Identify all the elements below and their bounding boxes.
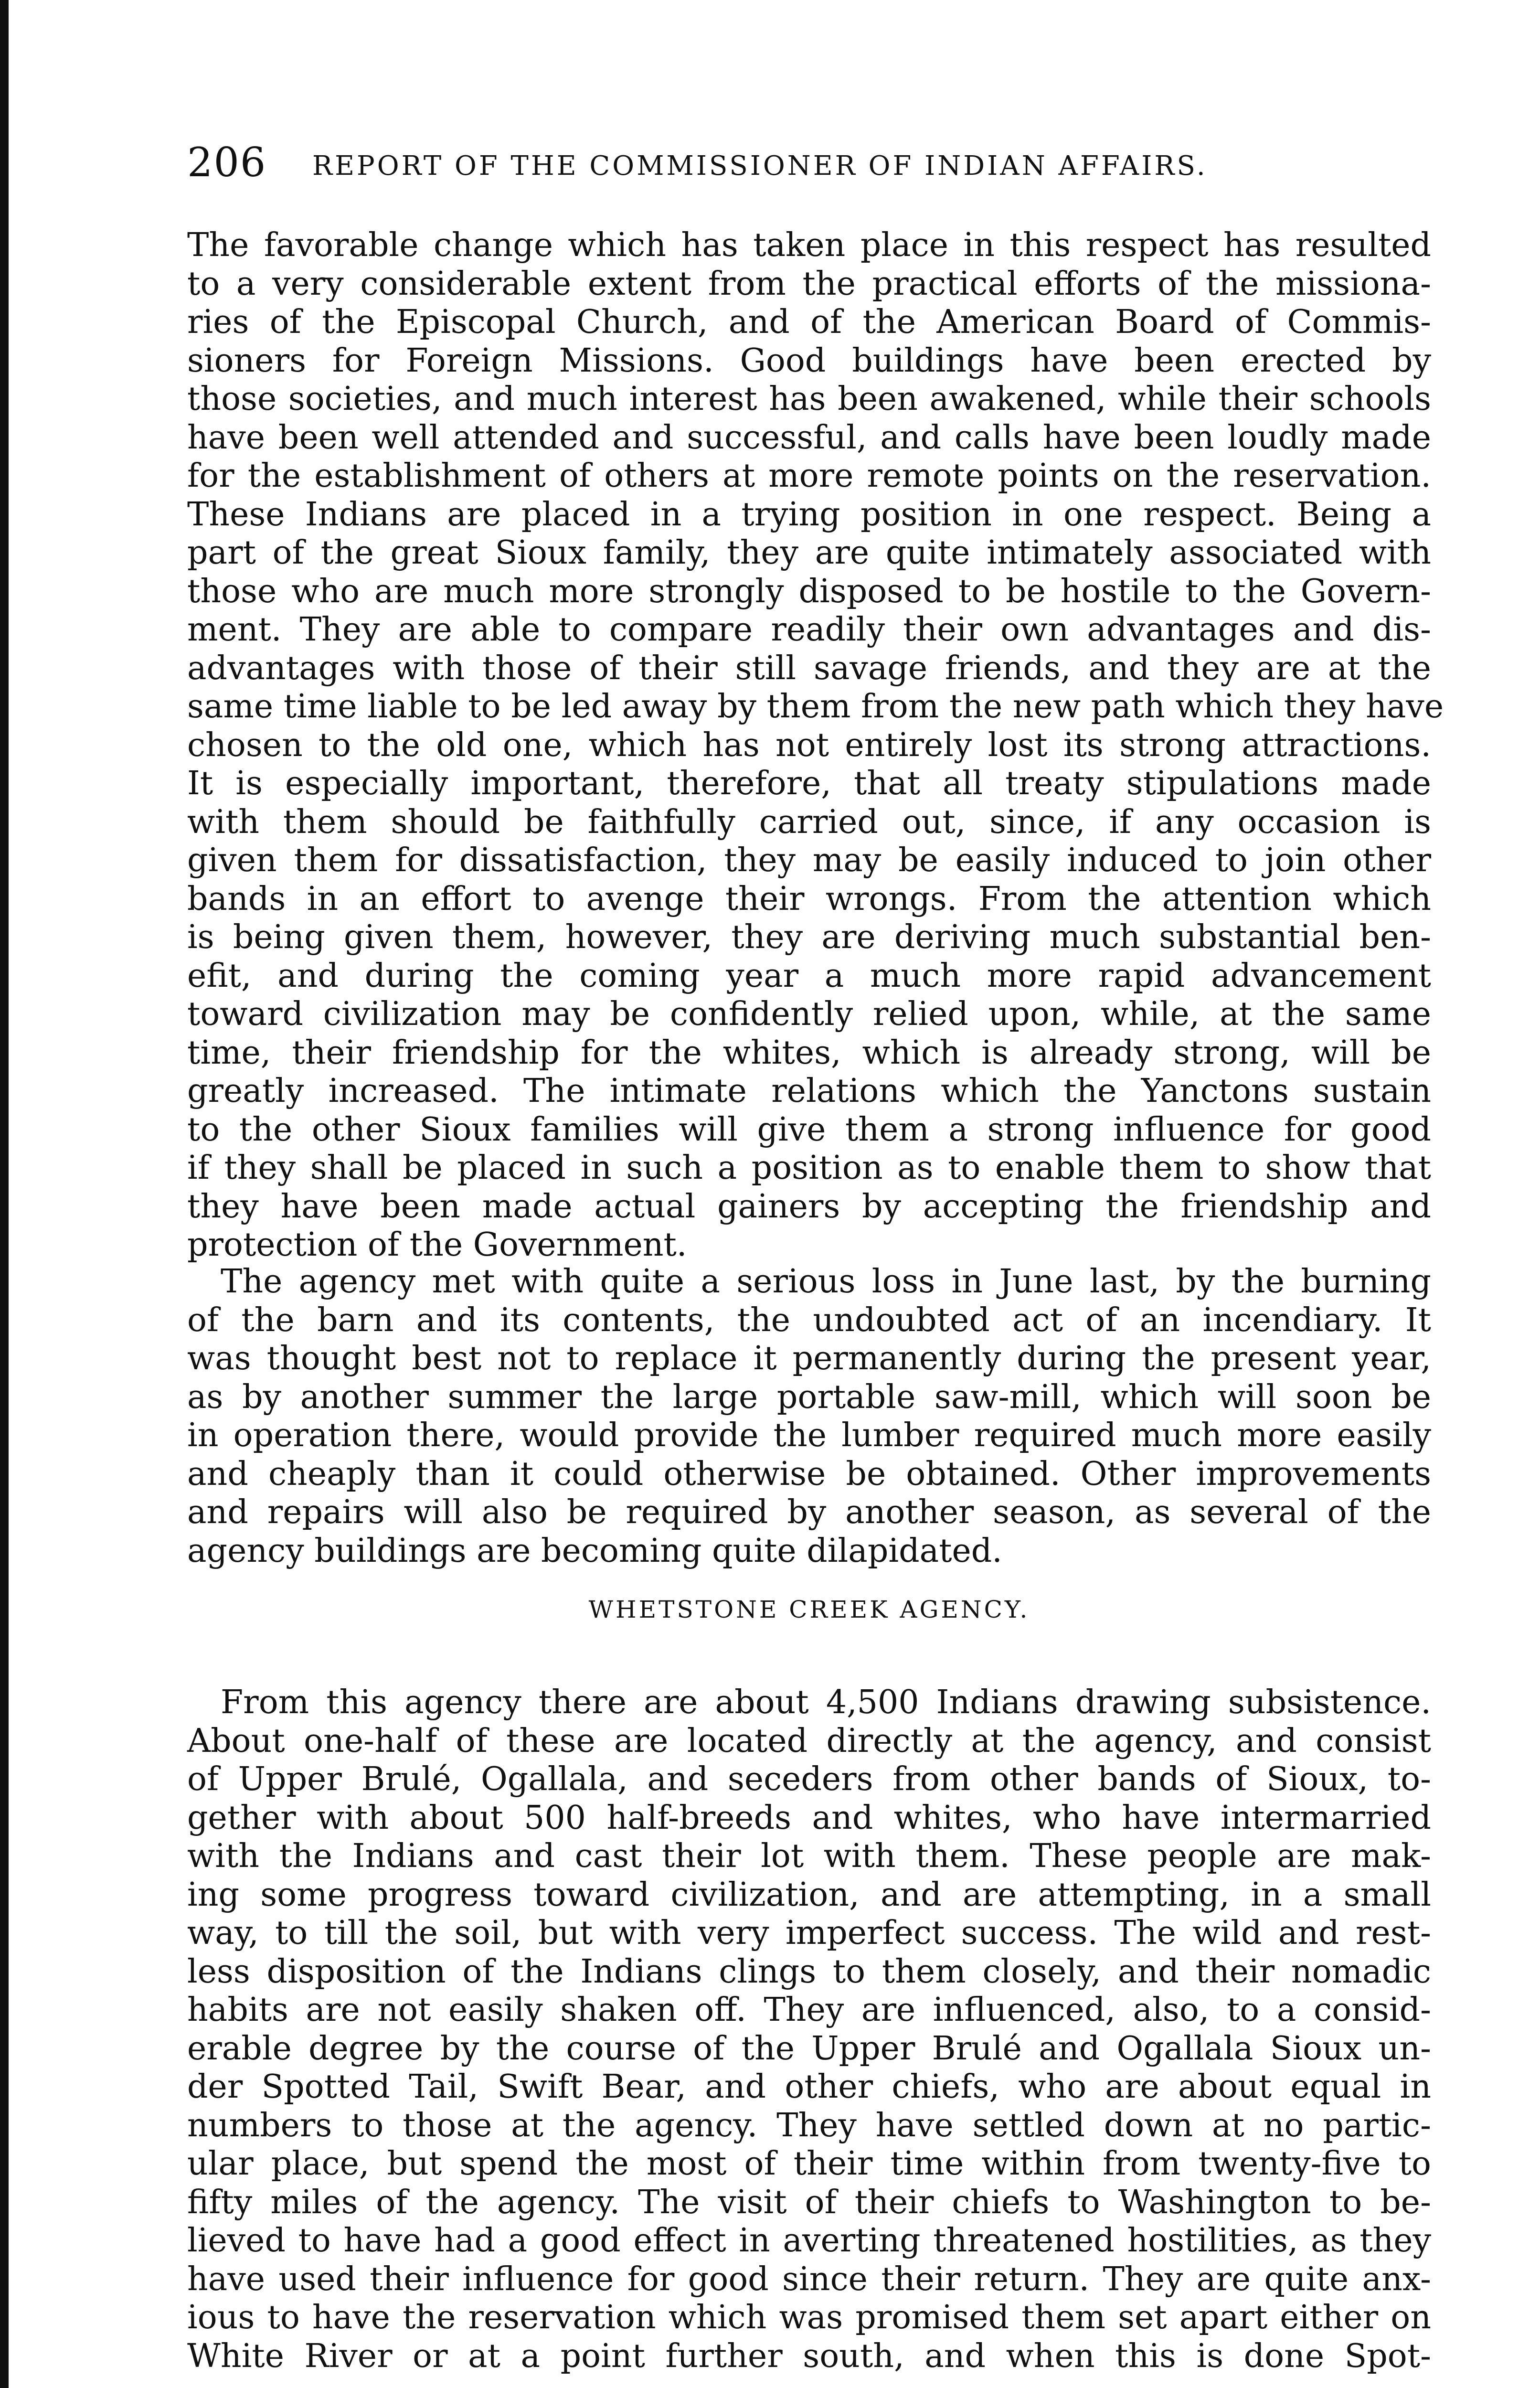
text-line: der Spotted Tail, Swift Bear, and other chiefs, who are about equal in — [187, 2068, 1431, 2106]
paragraph-agency-loss — [187, 1263, 1431, 1570]
text-line: ular place, but spend the most of their time within from twenty-five to — [187, 2145, 1431, 2183]
text-line: It is especially important, therefore, that all treaty stipulations made — [187, 765, 1431, 802]
scan-edge-left — [0, 0, 9, 2388]
text-line: erable degree by the course of the Upper Brulé and Ogallala Sioux un- — [187, 2029, 1431, 2068]
text-line: From this agency there are about 4,500 Indians drawing subsistence. — [221, 1684, 1431, 1721]
text-line: if they shall be placed in such a position as to enable them to show that — [187, 1149, 1431, 1187]
text-line: greatly increased. The intimate relations which the Yanctons sustain — [187, 1072, 1431, 1110]
text-line: fifty miles of the agency. The visit of their chiefs to Washington to be- — [187, 2183, 1431, 2221]
text-line: and cheaply than it could otherwise be obtained. Other improvements — [187, 1455, 1431, 1493]
paragraph-yancton-continuation — [187, 226, 1444, 1265]
running-header — [187, 139, 1357, 191]
text-line: they have been made actual gainers by accepting the friendship and — [187, 1187, 1431, 1226]
text-line: time, their friendship for the whites, which is already strong, will be — [187, 1034, 1431, 1072]
text-line: protection of the Government. — [187, 1226, 687, 1264]
text-line: to a very considerable extent from the practical efforts of the missiona- — [187, 265, 1431, 303]
text-line: agency buildings are becoming quite dilapidated. — [187, 1532, 1002, 1570]
text-line: advantages with those of their still savage friends, and they are at the — [187, 649, 1431, 687]
text-line: ious to have the reservation which was promised them set apart either on — [187, 2299, 1431, 2336]
text-line: ment. They are able to compare readily their own advantages and dis- — [187, 611, 1431, 649]
text-line: ing some progress toward civilization, and are attempting, in a small — [187, 1876, 1431, 1914]
text-line: efit, and during the coming year a much more rapid advancement — [187, 957, 1431, 995]
text-line: less disposition of the Indians clings to them closely, and their nomadic — [187, 1952, 1431, 1991]
text-line: About one-half of these are located directly at the agency, and consist — [187, 1722, 1431, 1760]
text-line: These Indians are placed in a trying position in one respect. Being a — [187, 495, 1431, 533]
text-line: those who are much more strongly disposed to be hostile to the Govern- — [187, 572, 1431, 610]
text-line: ries of the Episcopal Church, and of the American Board of Commis- — [187, 303, 1431, 341]
text-line: have been well attended and successful, and calls have been loudly made — [187, 418, 1431, 457]
text-line: way, to till the soil, but with very imperfect success. The wild and rest- — [187, 1914, 1431, 1952]
text-line: lieved to have had a good effect in averting threatened hostilities, as they — [187, 2222, 1431, 2260]
text-line: habits are not easily shaken off. They are influenced, also, to a consid- — [187, 1991, 1431, 2029]
text-line: as by another summer the large portable saw-mill, which will soon be — [187, 1378, 1431, 1416]
text-line: for the establishment of others at more remote points on the reservation. — [187, 457, 1431, 495]
text-line: The agency met with quite a serious loss in June last, by the burning — [221, 1263, 1431, 1301]
text-line: with the Indians and cast their lot with them. These people are mak- — [187, 1837, 1431, 1875]
text-line: those societies, and much interest has been awakened, while their schools — [187, 380, 1431, 418]
section-heading: WHETSTONE CREEK AGENCY. — [588, 1596, 1030, 1623]
text-line: White River or at a point further south, and when this is done Spot- — [187, 2337, 1431, 2375]
text-line: to the other Sioux families will give them a strong influence for good — [187, 1110, 1431, 1149]
paragraph-whetstone-agency — [187, 1684, 1431, 2376]
text-line: is being given them, however, they are deriving much substantial ben- — [187, 918, 1431, 956]
text-line: sioners for Foreign Missions. Good buildings have been erected by — [187, 341, 1431, 380]
text-line: part of the great Sioux family, they are quite intimately associated with — [187, 534, 1431, 572]
text-line: was thought best not to replace it permanently during the present year, — [187, 1340, 1431, 1377]
text-line: and repairs will also be required by another season, as several of the — [187, 1493, 1431, 1531]
text-line: The favorable change which has taken place in this respect has resulted — [187, 226, 1431, 264]
text-line: given them for dissatisfaction, they may be easily induced to join other — [187, 842, 1431, 879]
text-line: in operation there, would provide the lumber required much more easily — [187, 1417, 1431, 1454]
text-line: numbers to those at the agency. They have settled down at no partic- — [187, 2106, 1431, 2144]
text-line: of the barn and its contents, the undoubted act of an incendiary. It — [187, 1301, 1431, 1339]
text-line: bands in an effort to avenge their wrongs. From the attention which — [187, 880, 1431, 918]
page-number: 206 — [187, 139, 267, 186]
text-line: have used their influence for good since their return. They are quite anx- — [187, 2260, 1431, 2298]
text-line: of Upper Brulé, Ogallala, and seceders from other bands of Sioux, to- — [187, 1760, 1431, 1798]
text-line: same time liable to be led away by them from the new path which they have — [187, 688, 1444, 725]
header-title: REPORT OF THE COMMISSIONER OF INDIAN AFFAIRS. — [312, 150, 1208, 181]
text-line: chosen to the old one, which has not entirely lost its strong attractions. — [187, 726, 1431, 764]
text-line: with them should be faithfully carried out, since, if any occasion is — [187, 803, 1431, 841]
text-line: toward civilization may be confidently relied upon, while, at the same — [187, 995, 1431, 1033]
text-line: gether with about 500 half-breeds and whites, who have intermarried — [187, 1799, 1431, 1837]
